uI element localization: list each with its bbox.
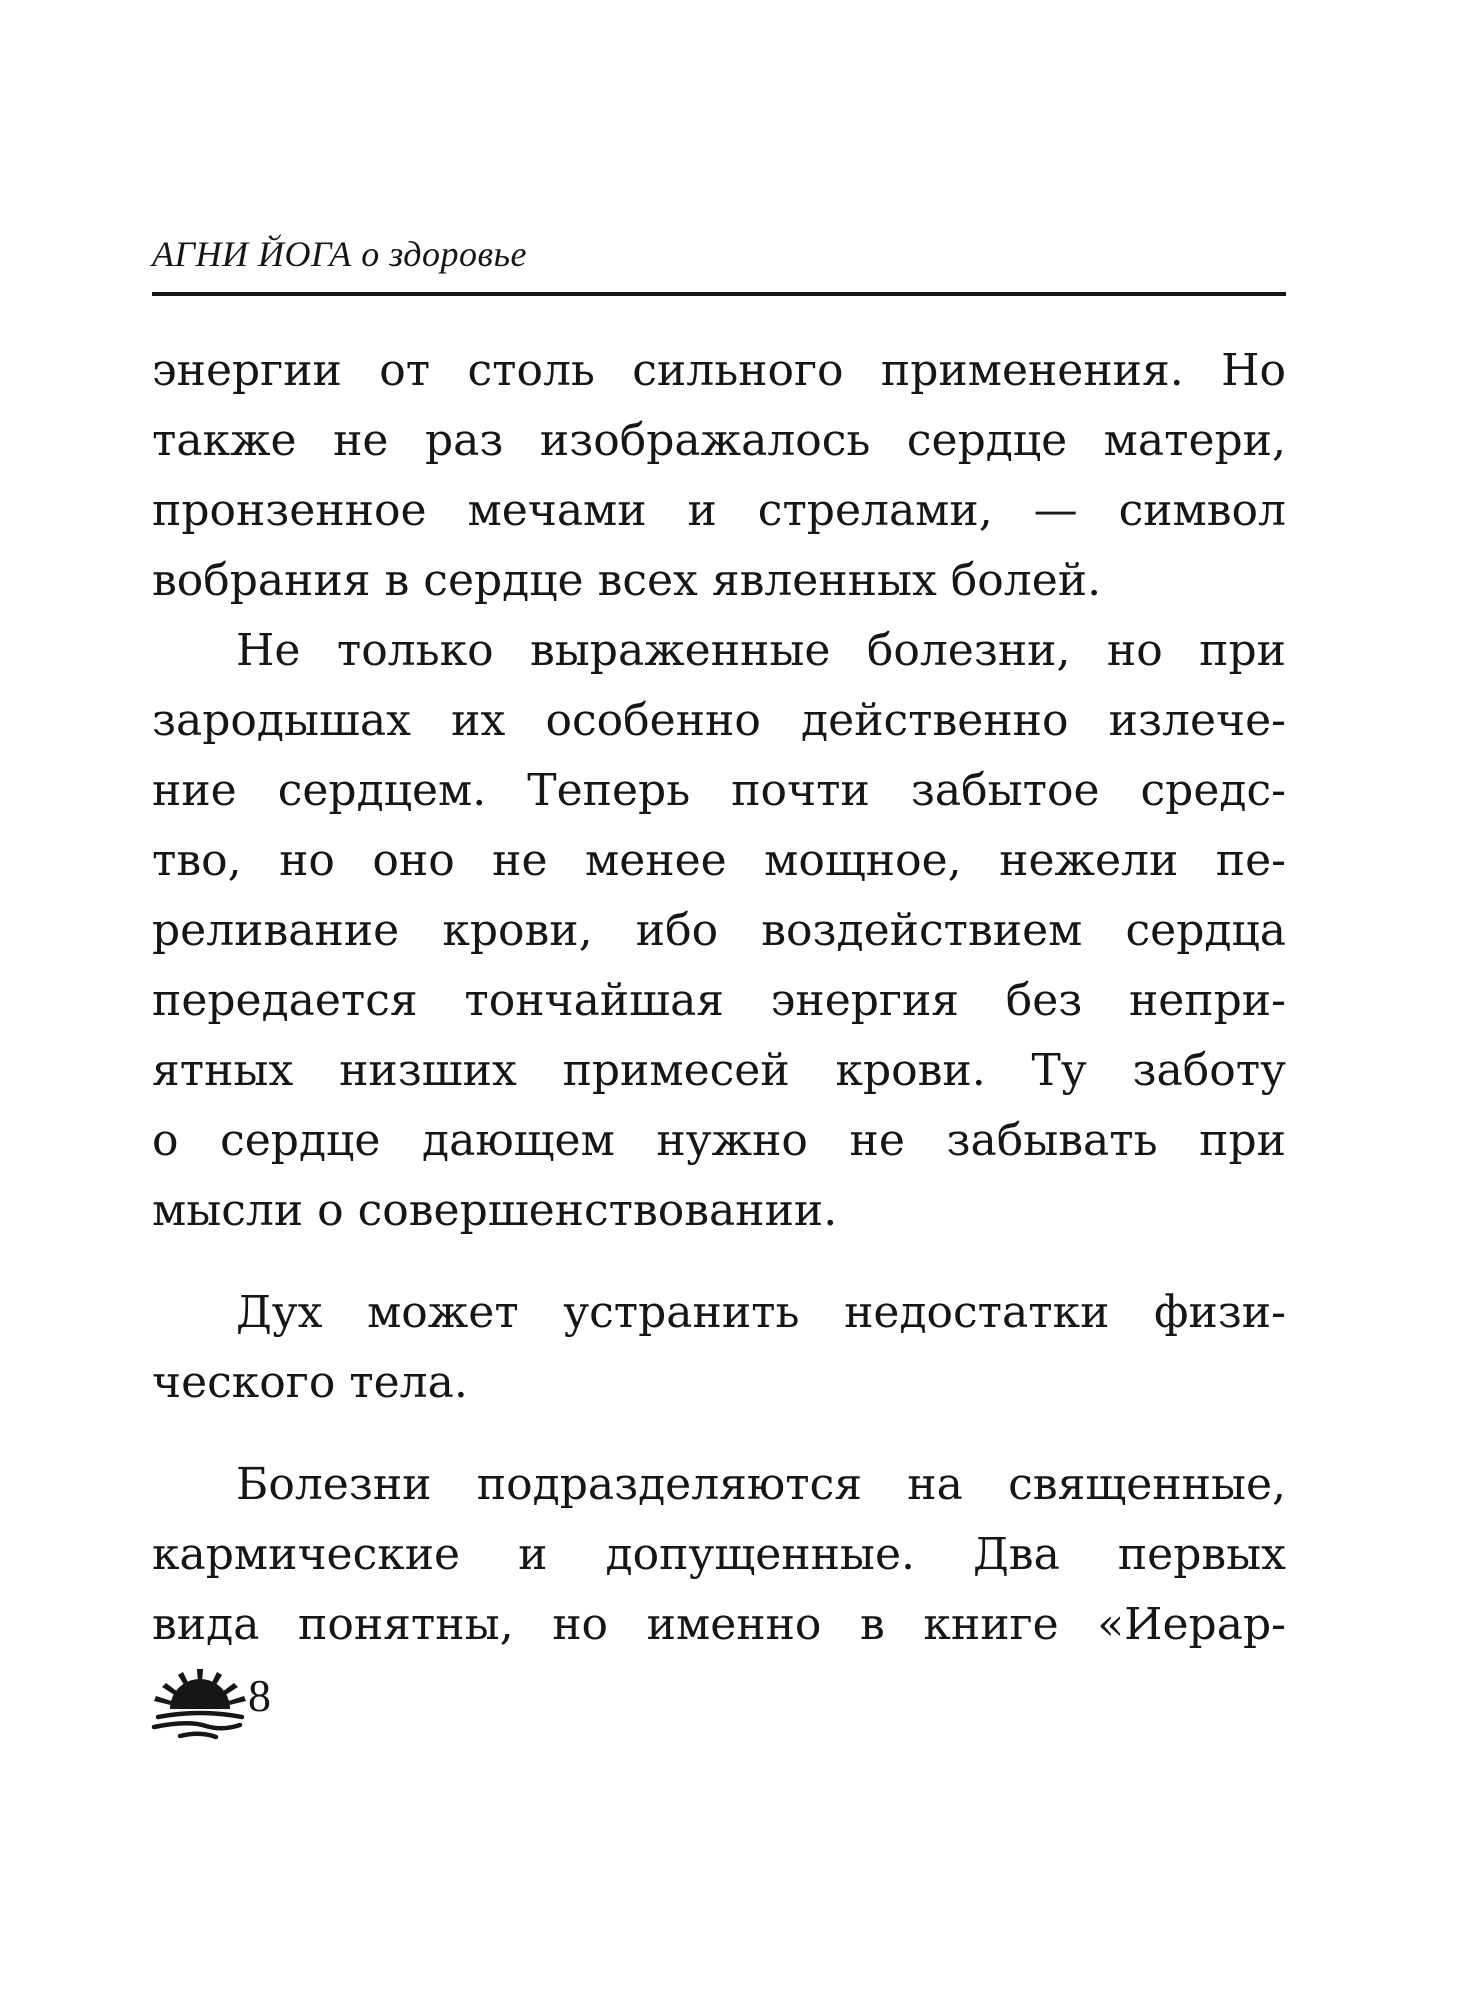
body-line-16: Болезни подразделяются на священные, (236, 1459, 1286, 1510)
body-line-15: ческого тела. (152, 1357, 468, 1408)
body-line-4: вобрания в сердце всех явленных болей. (152, 555, 1102, 606)
body-line-9: реливание крови, ибо воздействием сердца (152, 905, 1286, 956)
page-number: 8 (248, 1670, 271, 1721)
body-line-14: Дух может устранить недостатки физи- (236, 1287, 1286, 1338)
body-line-7: ние сердцем. Теперь почти забытое средс- (152, 765, 1286, 816)
running-header: АГНИ ЙОГА о здоровье (152, 234, 527, 274)
body-line-12: о сердце дающем нужно не забывать при (152, 1115, 1286, 1166)
body-line-5: Не только выраженные болезни, но при (236, 625, 1286, 676)
body-line-8: тво, но оно не менее мощное, нежели пе- (152, 835, 1286, 886)
rising-sun-waves-icon (150, 1665, 246, 1745)
body-line-1: энергии от столь сильного применения. Но (152, 345, 1286, 396)
body-line-11: ятных низших примесей крови. Ту заботу (152, 1045, 1286, 1096)
body-line-10: передается тончайшая энергия без непри- (152, 975, 1286, 1026)
body-line-18: вида понятны, но именно в книге «Иерар- (152, 1599, 1286, 1650)
body-line-2: также не раз изображалось сердце матери, (152, 415, 1286, 466)
body-line-13: мысли о совершенствовании. (152, 1185, 838, 1236)
body-line-3: пронзенное мечами и стрелами, — символ (152, 485, 1286, 536)
header-rule (152, 292, 1286, 296)
body-line-6: зародышах их особенно действенно излече- (152, 695, 1286, 746)
body-line-17: кармические и допущенные. Два первых (152, 1529, 1286, 1580)
